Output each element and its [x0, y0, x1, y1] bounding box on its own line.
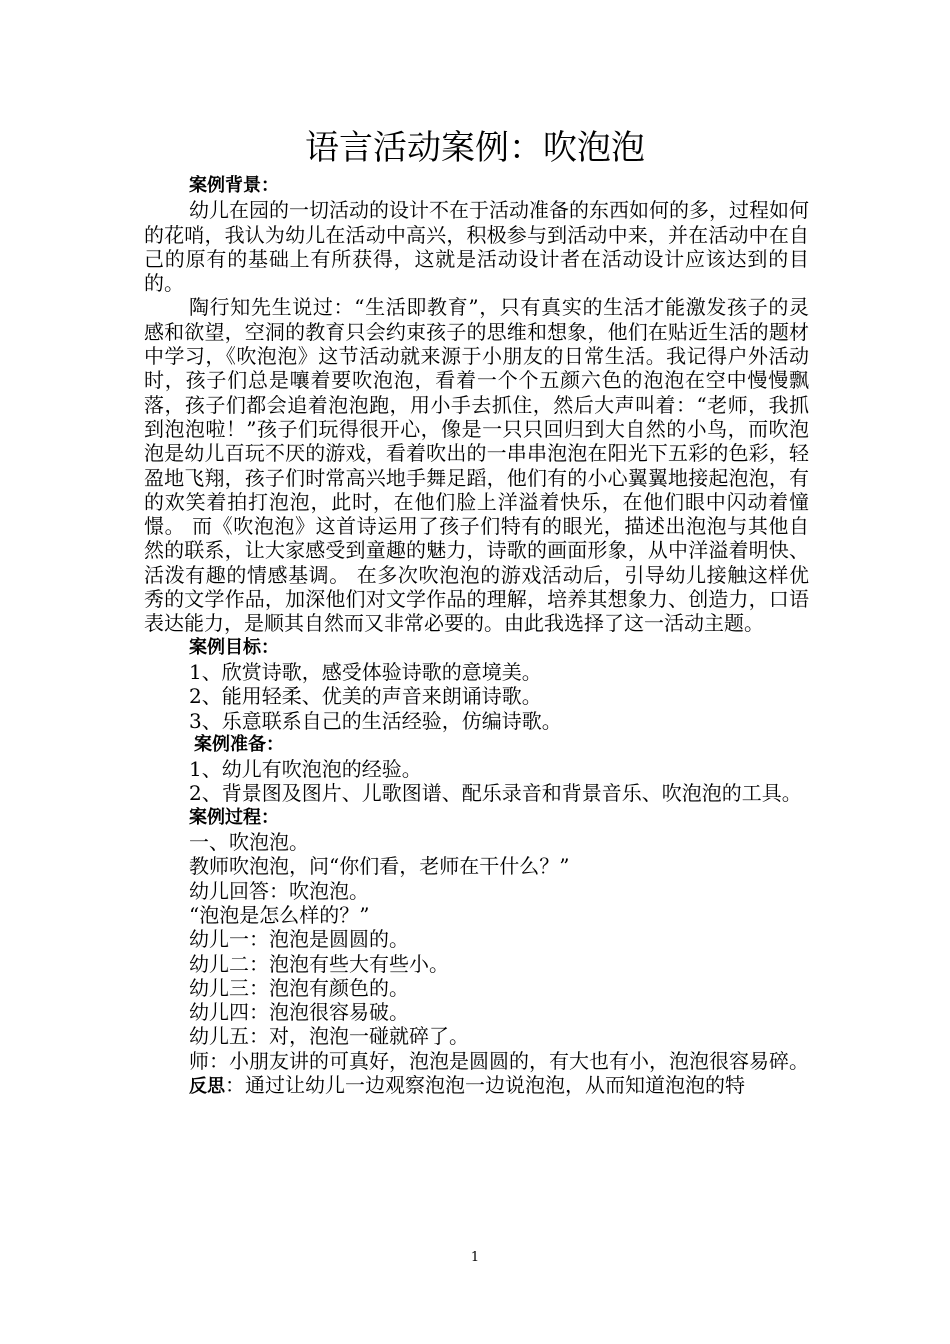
goal-item: 3、乐意联系自己的生活经验，仿编诗歌。: [189, 708, 562, 733]
goal-item: 2、能用轻柔、优美的声音来朗诵诗歌。: [189, 684, 542, 709]
prep-item: 1、幼儿有吹泡泡的经验。: [189, 757, 422, 782]
page-number: 1: [470, 1250, 480, 1265]
prep-heading: 案例准备：: [194, 733, 284, 755]
process-line: 幼儿一：泡泡是圆圆的。: [189, 927, 409, 952]
process-line: 教师吹泡泡，问“你们看，老师在干什么？”: [189, 854, 570, 879]
process-line: “泡泡是怎么样的？”: [189, 902, 370, 927]
reflection-paragraph: [144, 1073, 809, 1099]
process-line: 一、吹泡泡。: [189, 830, 309, 855]
process-line: 幼儿二：泡泡有些大有些小。: [189, 951, 449, 976]
goal-item: 1、欣赏诗歌，感受体验诗歌的意境美。: [189, 659, 542, 684]
prep-item: 2、背景图及图片、儿歌图谱、配乐录音和背景音乐、吹泡泡的工具。: [189, 781, 802, 806]
process-line: 幼儿四：泡泡很容易破。: [189, 1000, 409, 1025]
background-paragraph-1: 幼儿在园的一切活动的设计不在于活动准备的东西如何的多，过程如何的花哨，我认为幼儿在活动中高兴，积极参与到活动中来，并在活动中在自己的原有的基础上有所获得，这就是活动设计者在活动设计应该达到的目的。: [144, 198, 809, 296]
process-line: 幼儿三：泡泡有颜色的。: [189, 975, 409, 1000]
reflection-label: 反思: [189, 1075, 225, 1097]
process-line: 师：小朋友讲的可真好，泡泡是圆圆的，有大也有小，泡泡很容易碎。: [189, 1048, 809, 1073]
process-line: 幼儿五：对，泡泡一碰就碎了。: [189, 1024, 469, 1049]
document-body: [144, 174, 809, 1099]
reflection-text: ：通过让幼儿一边观察泡泡一边说泡泡，从而知道泡泡的特: [225, 1072, 745, 1097]
process-line: 幼儿回答：吹泡泡。: [189, 878, 369, 903]
background-paragraph-2: 陶行知先生说过：“生活即教育”，只有真实的生活才能激发孩子的灵感和欲望，空洞的教育只会约束孩子的思维和想象，他们在贴近生活的题材中学习，《吹泡泡》这节活动就来源于小朋友的日常生活。我记得户外活动时，孩子们总是嚷着要吹泡泡，看着一个个五颜六色的泡泡在空中慢慢飘落，孩子们都会追着泡泡跑，用小手去抓住，然后大声叫着：“老师，我抓到泡泡啦！”孩子们玩得很开心，像是一只只回归到大自然的小鸟，而吹泡泡是幼儿百玩不厌的游戏，看着吹出的一串串泡泡在阳光下五彩的色彩，轻盈地飞翔，孩子们时常高兴地手舞足蹈，他们有的小心翼翼地接起泡泡，有的欢笑着拍打泡泡，此时，在他们脸上洋溢着快乐，在他们眼中闪动着憧憬。 而《吹泡泡》这首诗运用了孩子们特有的眼光，描述出泡泡与其他自然的联系，让大家感受到童趣的魅力，诗歌的画面形象，从中洋溢着明快、活泼有趣的情感基调。 在多次吹泡泡的游戏活动后，引导幼儿接触这样优秀的文学作品，加深他们对文学作品的理解，培养其想象力、创造力，口语表达能力，是顺其自然而又非常必要的。由此我选择了这一活动主题。: [144, 295, 809, 636]
process-heading: 案例过程：: [189, 806, 279, 828]
document-title: 语言活动案例：吹泡泡: [305, 128, 645, 168]
background-heading: 案例背景：: [189, 175, 279, 196]
goals-heading: 案例目标：: [189, 636, 279, 658]
